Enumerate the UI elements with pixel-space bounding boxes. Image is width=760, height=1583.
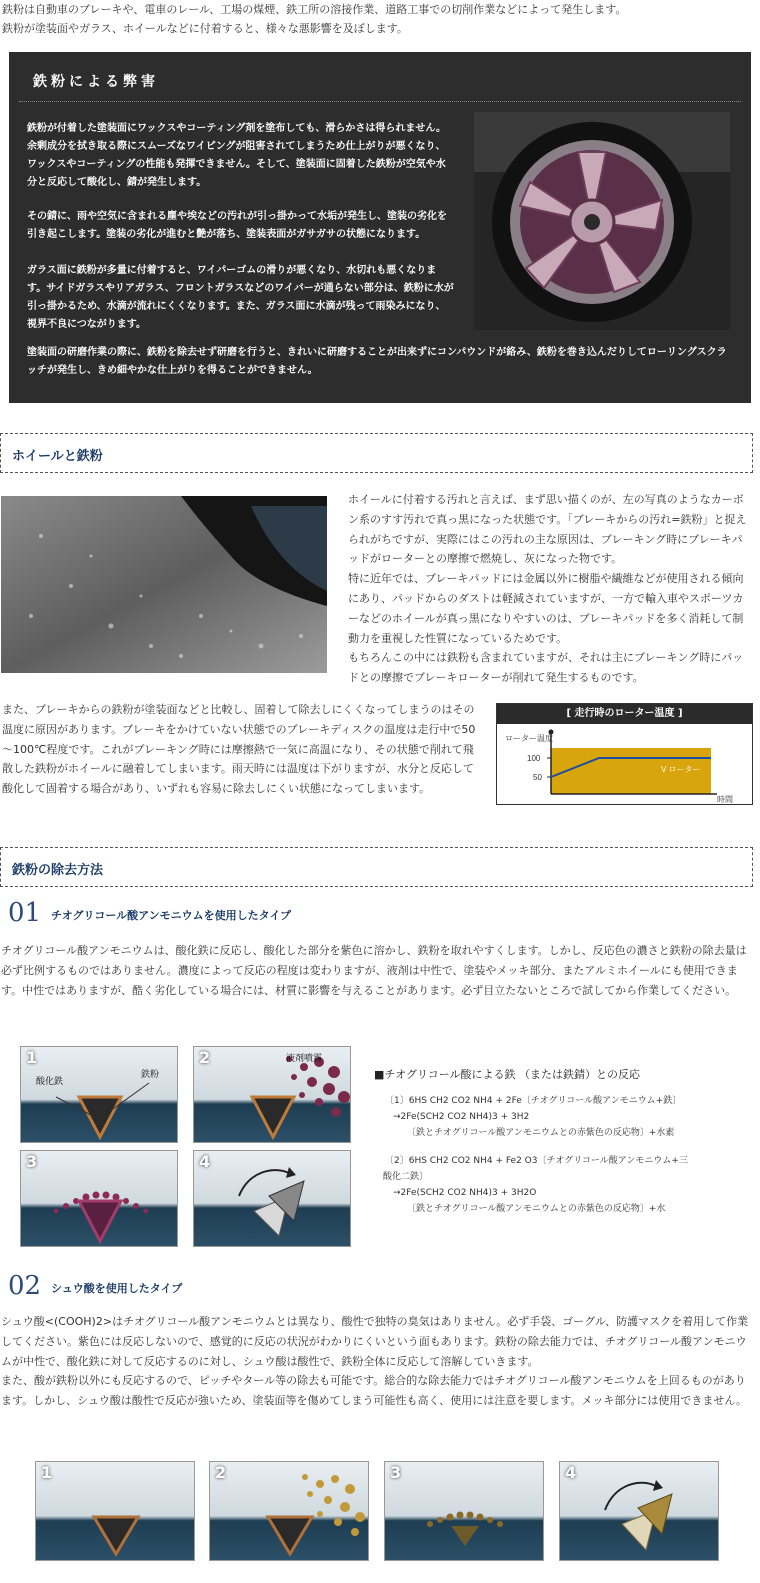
section-header-removal: [0, 847, 753, 887]
method-2-text: [1, 1312, 753, 1411]
label-iron-oxide: 酸化鉄: [36, 1077, 64, 1087]
method-1-text: チオグリコール酸アンモニウムは、酸化鉄に反応し、酸化した部分を紫色に溶かし、鉄粉を取れやすくします。しかし、反応色の濃さと鉄粉の除去量は必ず比例するものではありません。濃度によって反応の程度は変わりますが、液剤は中性で、塗装やメッキ部分、またアルミホイールにも使用できます。中性ではありますが、酷く劣化している場合には、材質に影響を与えることがあります。必ず目立たないところで試してから作業してください。: [1, 944, 747, 997]
chart-ylabel: ローター温度: [505, 734, 553, 743]
wheel-paragraph-2: 特に近年では、ブレーキパッドには金属以外に樹脂や繊維などが使用される傾向にあり、パッドからのダストは軽減されていますが、一方で輸入車やスポーツカーなどのホイールが真っ黒になりやすいのは、ブレーキパッドを多く消耗して制動力を重視した性質になっているためです。: [348, 572, 744, 645]
step-number: 4: [565, 1463, 577, 1482]
rotor-temp-chart: [496, 703, 753, 805]
reaction-1-c: 〔鉄とチオグリコール酸アンモニウムとの赤紫色の反応物〕+水素: [407, 1128, 675, 1138]
reaction-2-a2: 酸化二鉄〕: [383, 1172, 429, 1182]
method-1-step-2: [193, 1046, 351, 1143]
chart-ytick-100: 100: [527, 754, 541, 763]
method-1-step-3: [20, 1150, 178, 1247]
dirty-wheel-photo: [474, 112, 730, 330]
chart-series-label: V ローター: [661, 765, 701, 774]
label-spray: 液剤噴霧: [286, 1054, 323, 1064]
method-2-step-3: [384, 1461, 544, 1561]
wheel-paragraph-1: ホイールに付着する汚れと言えば、まず思い描くのが、左の写真のようなカーボン系のすす汚れで真っ黒になった状態です。「ブレーキからの汚れ=鉄粉」と捉えられがちですが、実際にはこの汚れの主な原因は、ブレーキング時にブレーキパッドがローターとの摩擦で燃焼し、灰になった物です。: [348, 493, 747, 566]
reaction-2-b: →2Fe(SCH2 CO2 NH4)3 + 3H2O: [393, 1188, 537, 1198]
harm-title: 鉄粉による弊害: [33, 74, 159, 90]
step-number: 4: [199, 1152, 211, 1171]
chart-plot: [497, 724, 752, 804]
harm-paragraph-2: その錆に、雨や空気に含まれる塵や埃などの汚れが引っ掛かって水垢が発生し、塗装の劣化を引き起こします。塗装の劣化が進むと艶が落ち、塗装表面がガサガサの状態になります。: [27, 211, 447, 240]
harm-paragraph-3: ガラス面に鉄粉が多量に付着すると、ワイパーゴムの滑りが悪くなり、水切れも悪くなります。サイドガラスやリアガラス、フロントガラスなどのワイパーが通らない部分は、鉄粉に水が引っ掛かるため、水滴が流れにくくなります。また、ガラス面に水滴が残って雨染みになり、視界不良につながります。: [27, 265, 454, 330]
harm-panel: [9, 52, 751, 403]
chart-title: [ 走行時のローター温度 ]: [497, 704, 752, 724]
intro-line-2: 鉄粉が塗装面やガラス、ホイールなどに付着すると、様々な悪影響を及ぼします。: [2, 22, 408, 35]
label-iron-powder: 鉄粉: [141, 1070, 160, 1080]
brake-dust-photo: [1, 496, 327, 673]
intro-text: [2, 0, 758, 38]
harm-paragraph-4: 塗装面の研磨作業の際に、鉄粉を除去せず研磨を行うと、きれいに研磨することが出来ずにコンパウンドが絡み、鉄粉を巻き込んだりしてローリングスクラッチが発生し、きめ細やかな仕上がりを得ることができません。: [27, 347, 727, 376]
step-number: 2: [199, 1048, 211, 1067]
method-1-number: 01: [8, 898, 42, 928]
harm-paragraph-1: 鉄粉が付着した塗装面にワックスやコーティング剤を塗布しても、滑らかさは得られません。余剰成分を拭き取る際にスムーズなワイピングが阻害されてしまうため仕上がりが悪くなり、ワックスやコーティングの性能も発揮できません。そして、塗装面に固着した鉄粉が空気や水分と反応して酸化し、錆が発生します。: [27, 123, 446, 188]
harm-divider: [19, 101, 741, 102]
step-number: 1: [41, 1463, 53, 1482]
method-2-paragraph-1: シュウ酸<(COOH)2>はチオグリコール酸アンモニウムとは異なり、酸性で独特の臭気はありません。必ず手袋、ゴーグル、防護マスクを着用して作業してください。紫色には反応しないので、感覚的に反応の状況がわかりにくいという面もあります。鉄粉の除去能力では、チオグリコール酸アンモニウムが中性で、酸化鉄に対して反応するのに対し、シュウ酸は酸性で、鉄粉全体に反応して溶解していきます。: [1, 1315, 749, 1368]
step-number: 3: [26, 1152, 38, 1171]
reaction-heading: ■チオグリコール酸による鉄 （または鉄錆）との反応: [374, 1068, 641, 1081]
method-2-title: シュウ酸を使用したタイプ: [51, 1282, 183, 1295]
step-number: 3: [390, 1463, 402, 1482]
method-1-step-4: [193, 1150, 351, 1247]
method-2-step-4: [559, 1461, 719, 1561]
method-2-paragraph-2: また、酸が鉄粉以外にも反応するので、ピッチやタール等の除去も可能です。総合的な除去能力ではチオグリコール酸アンモニウムを上回るものがあります。しかし、シュウ酸は酸性で反応が強いため、塗装面等を傷めてしまう可能性も高く、使用には注意を要します。メッキ部分には使用できません。: [1, 1374, 748, 1408]
method-1-step-1: [20, 1046, 178, 1143]
wheel-paragraph-3: もちろんこの中には鉄粉も含まれていますが、それは主にブレーキング時にパッドとの摩擦でブレーキローターが削れて発生するものです。: [348, 651, 744, 685]
wheel-text: [348, 490, 753, 688]
method-2-step-2: [209, 1461, 369, 1561]
intro-line-1: 鉄粉は自動車のブレーキや、電車のレール、工場の煤煙、鉄工所の溶接作業、道路工事での切削作業などによって発生します。: [2, 3, 627, 16]
chart-ytick-50: 50: [533, 773, 542, 782]
wheel-paragraph-4: また、ブレーキからの鉄粉が塗装面などと比較し、固着して除去しにくくなってしまうのはその温度に原因があります。ブレーキをかけていない状態でのブレーキディスクの温度は走行中で50～100℃程度です。これがブレーキング時には摩擦熱で一気に高温になり、その状態で削れて飛散した鉄粉がホイールに融着してしまいます。雨天時には温度は下がりますが、水分と反応して酸化して固着する場合があり、いずれも容易に除去しにくい状態になってしまいます。: [2, 703, 476, 796]
section-title-wheel: ホイールと鉄粉: [12, 449, 103, 464]
chart-xlabel: 時間: [717, 795, 733, 804]
reaction-1-b: →2Fe(SCH2 CO2 NH4)3 + 3H2: [393, 1112, 530, 1122]
reaction-1-a: 〔1〕6HS CH2 CO2 NH4 + 2Fe〔チオグリコール酸アンモニウム+鉄〕: [385, 1096, 682, 1106]
section-title-removal: 鉄粉の除去方法: [12, 863, 104, 878]
section-header-wheel: [0, 433, 753, 473]
method-2-number: 02: [8, 1271, 42, 1301]
method-2-step-1: [35, 1461, 195, 1561]
reaction-2-a: 〔2〕6HS CH2 CO2 NH4 + Fe2 O3〔チオグリコール酸アンモニウム+三: [385, 1156, 688, 1166]
method-1-title: チオグリコール酸アンモニウムを使用したタイプ: [51, 909, 292, 922]
reaction-block: [385, 1093, 745, 1217]
reaction-2-c: 〔鉄とチオグリコール酸アンモニウムとの赤紫色の反応物〕+水: [407, 1204, 666, 1214]
step-number: 2: [215, 1463, 227, 1482]
step-number: 1: [26, 1048, 38, 1067]
